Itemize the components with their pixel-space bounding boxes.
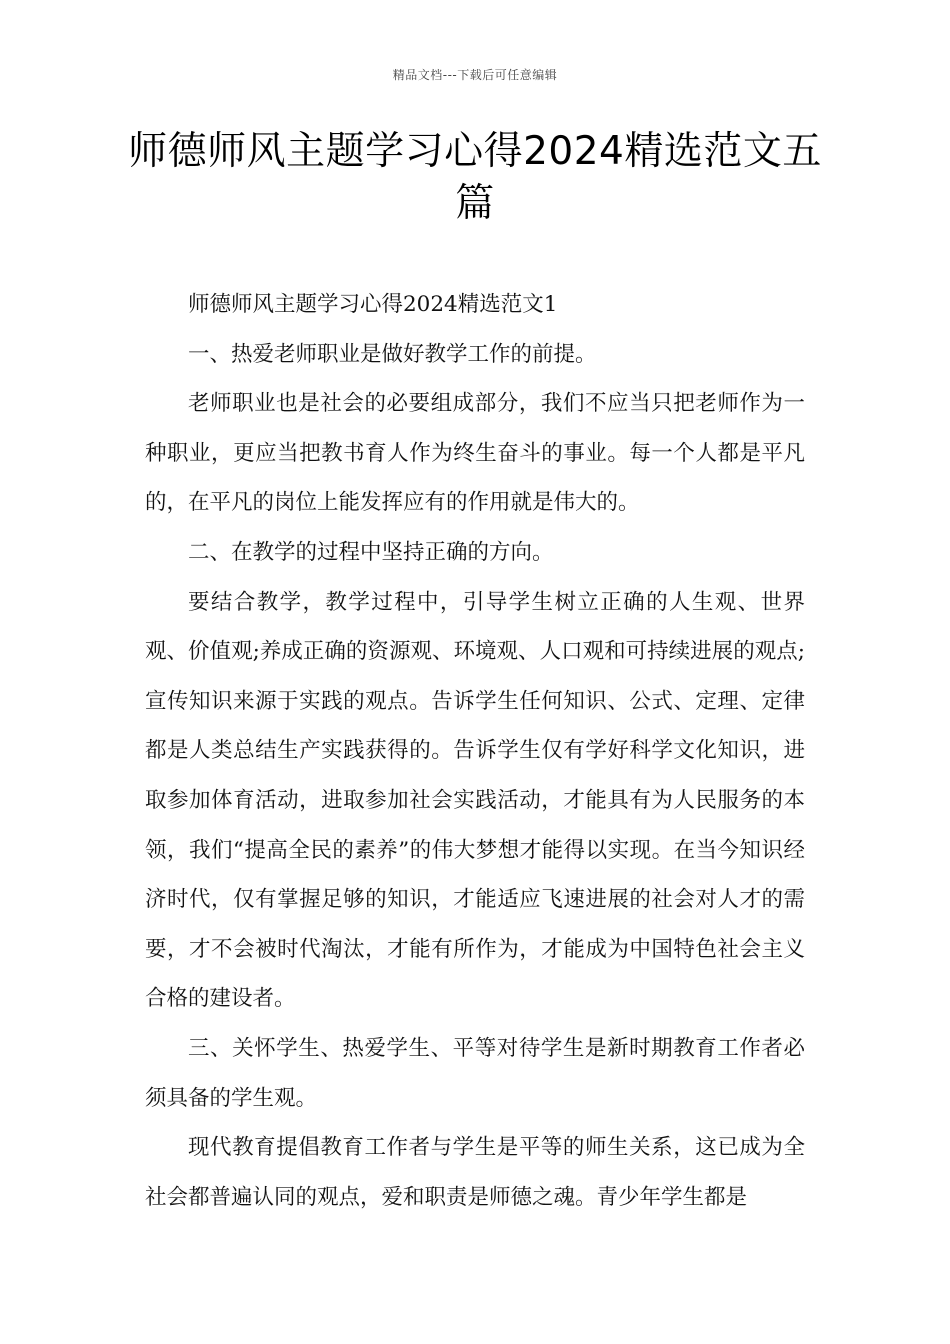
body-paragraph: 要结合教学，教学过程中，引导学生树立正确的人生观、世界观、价值观;养成正确的资源观、环境观、人口观和可持续进展的观点;宣传知识来源于实践的观点。告诉学生任何知识、公式、定理、定律都是人类总结生产实践获得的。告诉学生仅有学好科学文化知识，进取参加体育活动，进取参加社会实践活动，才能具有为人民服务的本领，我们“提高全民的素养”的伟大梦想才能得以实现。在当今知识经济时代，仅有掌握足够的知识，才能适应飞速进展的社会对人才的需要，才不会被时代淘汰，才能有所作为，才能成为中国特色社会主义合格的建设者。	[145, 589, 805, 1012]
body-paragraph: 现代教育提倡教育工作者与学生是平等的师生关系，这已成为全社会都普遍认同的观点，爱和职责是师德之魂。青少年学生都是	[145, 1135, 805, 1210]
point-heading-2: 二、在教学的过程中坚持正确的方向。	[188, 539, 554, 565]
section-heading-essay-1: 师德师风主题学习心得2024精选范文1	[188, 292, 558, 317]
document-title: 师德师风主题学习心得2024精选范文五篇	[128, 129, 822, 226]
header-note: 精品文档---下载后可任意编辑	[392, 68, 558, 82]
point-heading-3: 三、关怀学生、热爱学生、平等对待学生是新时期教育工作者必须具备的学生观。	[145, 1035, 805, 1111]
body-paragraph: 老师职业也是社会的必要组成部分，我们不应当只把老师作为一种职业，更应当把教书育人作为终生奋斗的事业。每一个人都是平凡的，在平凡的岗位上能发挥应有的作用就是伟大的。	[145, 391, 805, 516]
point-heading-1: 一、热爱老师职业是做好教学工作的前提。	[188, 341, 597, 367]
document-body	[145, 280, 805, 1222]
